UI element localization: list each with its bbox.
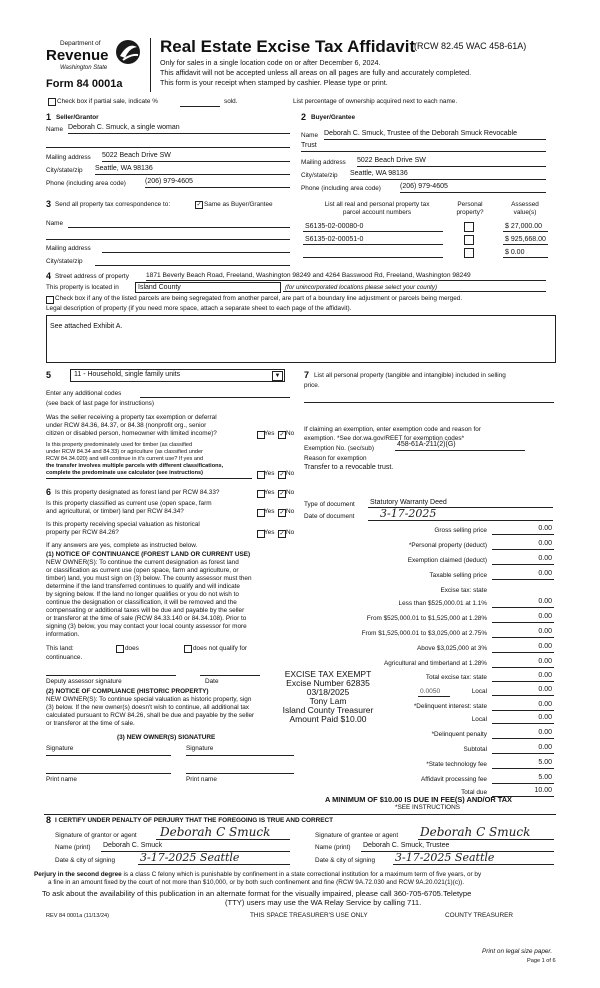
seller-name-field[interactable]: Deborah C. Smuck, a single woman <box>68 124 180 131</box>
parcel-number-field[interactable]: S6135-02-00051-0 <box>305 236 364 243</box>
additional-codes-label: Enter any additional codes <box>46 390 122 397</box>
calc-row-underline <box>492 622 554 623</box>
grantee-sig-label: Signature of grantee or agent <box>315 832 399 839</box>
header-divider <box>150 38 151 92</box>
doc-type-field[interactable]: Statutory Warranty Deed <box>370 499 447 506</box>
personal-property-checkbox[interactable] <box>464 222 474 232</box>
does-label: does <box>125 645 139 652</box>
personal-col-header-l1: Personal <box>457 201 483 208</box>
owner-sig-label-2: Signature <box>186 745 214 752</box>
doc-type-label: Type of document <box>304 501 355 508</box>
continuance-notice-line: information. <box>46 631 80 638</box>
assessed-underline <box>503 231 548 232</box>
calc-row-value[interactable]: 0.00 <box>538 555 552 562</box>
calc-row-value[interactable]: 0.00 <box>538 628 552 635</box>
parcel-col-header-l2: parcel account numbers <box>342 209 412 216</box>
q1-yes-label: Yes <box>264 430 275 437</box>
section-8-number: 8 <box>46 815 52 825</box>
buyer-mailing-underline <box>357 166 546 167</box>
owner-print-label-2: Print name <box>186 776 217 783</box>
buyer-city-field[interactable]: Seattle, WA 98136 <box>350 170 408 177</box>
grantor-date-label: Date & city of signing <box>55 857 116 864</box>
grantor-name-label: Name (print) <box>55 844 91 851</box>
owner-signature-1-field[interactable] <box>46 755 171 756</box>
partial-sale-checkbox[interactable] <box>48 98 56 106</box>
calc-row-label: Agricultural and timberland at 1.28% <box>383 660 487 667</box>
forest-no-checkbox[interactable]: ✓ <box>279 491 285 497</box>
seller-heading: Seller/Grantor <box>56 114 99 121</box>
calc-row-underline <box>492 534 554 535</box>
continuance-label: continuance. <box>46 654 83 661</box>
buyer-name-field-2[interactable]: Trust <box>301 142 317 149</box>
see-instructions: *SEE INSTRUCTIONS <box>395 804 460 811</box>
personal-property-label-l2: price. <box>304 382 320 389</box>
assessed-underline <box>503 257 548 258</box>
county-treasurer-label: COUNTY TREASURER <box>445 912 513 919</box>
this-land-label: This land: <box>46 645 74 652</box>
exemption-reason-label: Reason for exemption <box>304 455 367 462</box>
calc-row-label: Exemption claimed (deduct) <box>407 557 487 564</box>
calc-row-label: *State technology fee <box>426 761 487 768</box>
calc-row-label: Less than $525,000.01 at 1.1% <box>398 600 487 607</box>
historic-q-l2: property per RCW 84.26? <box>46 529 119 536</box>
calc-row-value[interactable]: 0.00 <box>538 672 552 679</box>
certify-heading: I CERTIFY UNDER PENALTY OF PERJURY THAT THE FOREGOING IS TRUE AND CORRECT <box>55 817 334 824</box>
calc-row-label: *Personal property (deduct) <box>408 542 487 549</box>
new-owner-sig-heading: (3) NEW OWNER(S) SIGNATURE <box>117 734 216 741</box>
form-title: Real Estate Excise Tax Affidavit <box>160 37 416 56</box>
timber-q-l4: the transfer involves multiple parcels with different classifications, <box>46 463 224 469</box>
section-5-number: 5 <box>46 370 52 380</box>
historic-q-l1: Is this property receiving special valuation as historical <box>46 521 200 528</box>
exemption-q1-l3: citizen or disabled person, homeowner with limited income)? <box>46 430 217 437</box>
q2-no-label: No <box>286 470 295 477</box>
treasurer-use-label: THIS SPACE TREASURER'S USE ONLY <box>250 912 368 919</box>
additional-codes-field[interactable] <box>140 397 290 398</box>
parcel-underline <box>303 244 443 245</box>
form-number: Form 84 0001a <box>46 78 123 90</box>
calc-row-label: Affidavit processing fee <box>421 776 487 783</box>
historic-no-label: No <box>286 529 295 536</box>
compliance-heading: (2) NOTICE OF COMPLIANCE (HISTORIC PROPERTY) <box>46 688 209 695</box>
exemption-instr-l2: exemption. *See dor.wa.gov/REET for exemption codes* <box>304 435 465 442</box>
located-label: This property is located in <box>46 284 119 291</box>
grantee-name-field[interactable]: Deborah C. Smuck, Trustee <box>363 842 450 849</box>
personal-property-checkbox[interactable] <box>464 248 474 258</box>
grantor-date-field[interactable]: 3-17-2025 Seattle <box>140 851 240 864</box>
buyer-name-label: Name <box>301 132 319 139</box>
assessed-value-field[interactable]: $ 0.00 <box>505 249 525 256</box>
grantor-signature[interactable]: Deborah C Smuck <box>160 825 271 839</box>
calc-row-value[interactable]: 0.00 <box>538 570 552 577</box>
accessibility-line-2: (TTY) users may use the WA Relay Service by calling 711. <box>225 898 422 907</box>
stamp-line-3: 03/18/2025 <box>306 687 350 697</box>
owner-print-1-field[interactable] <box>46 773 171 774</box>
compliance-notice-line: (3) below. If the new owner(s) doesn't wish to continue, all additional tax <box>46 704 249 711</box>
stamp-line-4: Tony Lam <box>309 696 347 706</box>
forest-yes-label: Yes <box>264 489 275 496</box>
personal-col-header-l2: property? <box>456 209 484 216</box>
continuance-heading: (1) NOTICE OF CONTINUANCE (FOREST LAND OR CURRENT USE) <box>46 551 251 558</box>
legal-description-field[interactable] <box>46 315 556 363</box>
exemption-q1-l2: under RCW 84.36, 84.37, or 84.38 (nonprofit org., senior <box>46 422 207 429</box>
accessibility-line-1: To ask about the availability of this publication in an alternate format for the visually impaired, please call 360-705-6705.Teletype <box>42 889 472 898</box>
calc-row-value[interactable]: 0.00 <box>538 701 552 708</box>
seller-phone-field[interactable]: (206) 979-4605 <box>145 178 193 185</box>
section-7-number: 7 <box>304 370 310 380</box>
assessed-value-field[interactable]: $ 925,668.00 <box>505 236 546 243</box>
calc-row-value[interactable]: 0.00 <box>538 525 552 532</box>
calc-row-label: From $1,525,000.01 to $3,025,000 at 2.75% <box>361 630 487 637</box>
q1-no-checkbox[interactable]: ✓ <box>279 432 285 438</box>
continuance-notice-line: or classification as current use (open space, farm and agriculture, or <box>46 567 239 574</box>
partial-percent-field[interactable] <box>180 106 220 107</box>
continuance-notice-line: NEW OWNER(S): To continue the current designation as forest land <box>46 559 239 566</box>
corr-name-field-2[interactable] <box>46 239 290 240</box>
personal-property-checkbox[interactable] <box>464 235 474 245</box>
section-2-number: 2 <box>301 112 307 122</box>
historic-no-checkbox[interactable]: ✓ <box>279 531 285 537</box>
calc-row-label: Total due <box>461 789 487 796</box>
grantee-date-label: Date & city of signing <box>315 857 376 864</box>
street-address-field[interactable]: 1871 Beverly Beach Road, Freeland, Washington 98249 and 4264 Basswood Rd, Freeland, Washington 98249 <box>146 272 471 279</box>
assessed-col-header-l2: value(s) <box>513 209 537 216</box>
seller-city-label: City/state/zip <box>46 167 83 174</box>
if-yes-note: If any answers are yes, complete as instructed below. <box>46 542 198 549</box>
corr-city-field[interactable] <box>95 265 290 266</box>
segregate-checkbox[interactable] <box>46 296 54 304</box>
calc-row-value[interactable]: 0.00 <box>538 686 552 693</box>
calc-row-underline <box>492 667 554 668</box>
section-3-number: 3 <box>46 199 52 209</box>
calc-row-underline <box>492 753 554 754</box>
assessed-col-header-l1: Assessed <box>511 201 539 208</box>
calc-row-underline <box>492 738 554 739</box>
continuance-notice-line: continue the designation or classification, it will be removed and the <box>46 599 237 606</box>
timber-q-l1: Is this property predominately used for timber (as classified <box>46 442 193 448</box>
exemption-instr-l1: If claiming an exemption, enter exemption code and reason for <box>304 426 481 433</box>
buyer-mailing-field[interactable]: 5022 Beach Drive SW <box>357 157 426 164</box>
exemption-no-field[interactable]: 458-61A-211(2)(G) <box>397 441 456 448</box>
page-number: Page 1 of 6 <box>527 958 556 964</box>
partial-sale-label: Check box if partial sale, indicate % <box>57 98 158 105</box>
compliance-notice-line: or transferor at the time of sale. <box>46 720 135 727</box>
assessed-underline <box>503 244 548 245</box>
calc-row-value[interactable]: 0.00 <box>538 729 552 736</box>
grantee-signature[interactable]: Deborah C Smuck <box>420 825 531 839</box>
historic-yes-label: Yes <box>264 529 275 536</box>
local-rate: 0.0050 <box>420 688 441 695</box>
subtitle-3: This form is your receipt when stamped by cashier. Please type or print. <box>160 78 388 87</box>
street-label: Street address of property <box>55 273 129 280</box>
buyer-phone-label: Phone (including area code) <box>301 185 381 192</box>
ownership-note: List percentage of ownership acquired next to each name. <box>293 98 458 105</box>
calc-row-label: Local <box>471 688 487 695</box>
seller-mailing-field[interactable]: 5022 Beach Drive SW <box>102 152 171 159</box>
legal-description-text: See attached Exhibit A. <box>50 323 123 330</box>
exemption-q1-l1: Was the seller receiving a property tax exemption or deferral <box>46 414 217 421</box>
section-6-number: 6 <box>46 487 52 497</box>
calc-row-underline <box>492 723 554 724</box>
corr-city-label: City/state/zip <box>46 258 83 265</box>
calc-row-value[interactable]: 0.00 <box>538 613 552 620</box>
parcel-col-header <box>307 201 447 217</box>
calc-row-value[interactable]: 5.00 <box>538 759 552 766</box>
buyer-city-label: City/state/zip <box>301 172 338 179</box>
calc-row-underline <box>492 681 554 682</box>
current-use-q-l2: and agricultural, or timber) land per RCW 84.34? <box>46 508 184 515</box>
seller-name-underline-2 <box>46 147 290 148</box>
assessed-value-field[interactable]: $ 27,000.00 <box>505 223 542 230</box>
minimum-note: A MINIMUM OF $10.00 IS DUE IN FEE(S) AND/OR TAX <box>325 795 512 804</box>
timber-underline <box>46 478 252 479</box>
continuance-notice-line: or transferor at the time of sale (RCW 84.33.140 or 84.34.108). Prior to <box>46 615 247 622</box>
see-back-label: (see back of last page for instructions) <box>46 400 154 407</box>
continuance-notice-line: determine if the land transferred continues to qualify and will indicate <box>46 583 240 590</box>
same-as-buyer-checkbox[interactable]: ✓ <box>196 202 202 208</box>
section-4-number: 4 <box>46 271 52 281</box>
buyer-heading: Buyer/Grantee <box>311 114 356 121</box>
calc-row-label: Local <box>471 716 487 723</box>
dept-line1: Department of <box>60 40 101 47</box>
calc-row-label: From $525,000.01 to $1,525,000 at 1.28% <box>366 615 487 622</box>
owner-print-2-field[interactable] <box>186 773 294 774</box>
does-qualify-checkbox[interactable] <box>116 645 124 653</box>
personal-property-field[interactable] <box>304 402 554 403</box>
subtitle-2: This affidavit will not be accepted unless all areas on all pages are fully and accurately completed. <box>160 68 472 77</box>
calc-row-underline <box>492 695 554 696</box>
buyer-phone-field[interactable]: (206) 979-4605 <box>400 183 448 190</box>
calc-row-underline <box>492 564 554 565</box>
calc-row-value[interactable]: 0.00 <box>538 658 552 665</box>
partial-sold-label: sold. <box>224 98 238 105</box>
corr-mailing-field[interactable] <box>102 252 290 253</box>
seller-name-underline <box>68 133 290 134</box>
buyer-city-underline <box>350 179 546 180</box>
calc-row-value[interactable]: 0.00 <box>538 643 552 650</box>
print-note: Print on legal size paper. <box>482 948 553 955</box>
calc-row-label: Excise tax: state <box>440 587 487 594</box>
calc-row-value[interactable]: 0.00 <box>538 714 552 721</box>
subtitle-1: Only for sales in a single location code on or after December 6, 2024. <box>160 58 381 67</box>
perjury-line-1 <box>34 871 481 879</box>
seller-mailing-underline <box>102 161 290 162</box>
buyer-name-field[interactable]: Deborah C. Smuck, Trustee of the Deborah Smuck Revocable <box>324 130 517 137</box>
calc-row-label: Above $3,025,000 at 3% <box>417 645 487 652</box>
correspondence-label: Send all property tax correspondence to: <box>55 201 171 208</box>
seller-name-label: Name <box>46 126 64 133</box>
exemption-reason-field[interactable]: Transfer to a revocable trust. <box>304 464 394 471</box>
seller-mailing-label: Mailing address <box>46 154 91 161</box>
dept-line3: Washington State <box>60 65 108 71</box>
calc-row-label: Total excise tax: state <box>425 674 487 681</box>
continuance-notice-line: signing (3) below, you may contact your local county assessor for more <box>46 623 247 630</box>
county-underline <box>283 291 546 292</box>
continuance-notice-line: compensating or additional taxes will be due and payable by the seller <box>46 607 245 614</box>
seller-city-field[interactable]: Seattle, WA 98136 <box>95 165 153 172</box>
assessor-signature-field[interactable] <box>46 675 176 676</box>
owner-sig-label-1: Signature <box>46 745 74 752</box>
doc-date-underline <box>368 520 553 521</box>
calc-row-value[interactable]: 0.00 <box>538 540 552 547</box>
grantee-sig-underline <box>418 839 554 840</box>
calc-row-underline <box>492 579 554 580</box>
grantor-sig-label: Signature of grantor or agent <box>55 832 137 839</box>
grantor-name-field[interactable]: Deborah C. Smuck <box>103 842 163 849</box>
legal-label: Legal description of property (if you need more space, attach a separate sheet to each page of the affidavit). <box>46 305 352 312</box>
timber-q-l2: under RCW 84.34 and 84.33) or agriculture (as classified under <box>46 449 204 455</box>
q2-yes-label: Yes <box>264 470 275 477</box>
use-code-value: 11 - Household, single family units <box>74 371 181 378</box>
revision-label: REV 84 0001a (11/13/24) <box>46 913 110 919</box>
grantee-name-label: Name (print) <box>315 844 351 851</box>
calc-row-label: Gross selling price <box>434 527 487 534</box>
grantee-date-underline <box>393 864 554 865</box>
assessor-sig-label: Deputy assessor signature <box>46 678 122 685</box>
does-not-label: does not qualify for <box>193 645 247 652</box>
compliance-notice-line: calculated pursuant to RCW 84.26, shall be due and payable by the seller <box>46 712 255 719</box>
stamp-line-6: Amount Paid $10.00 <box>289 714 367 724</box>
buyer-name-underline <box>324 139 546 140</box>
continuance-notice-line: timber) land, you must sign on (3) below. The county assessor must then <box>46 575 252 582</box>
perjury-bold: Perjury in the second degree <box>34 871 122 878</box>
parcel-col-header-l1: List all real and personal property tax <box>324 201 430 208</box>
county-select[interactable] <box>135 282 281 293</box>
calc-row-underline <box>492 637 554 638</box>
calc-row-underline <box>492 710 554 711</box>
street-underline <box>146 280 546 281</box>
calc-row-underline <box>492 652 554 653</box>
dept-line2: Revenue <box>46 47 109 64</box>
seller-phone-label: Phone (including area code) <box>46 180 126 187</box>
parcel-number-field[interactable]: S6135-02-00080-0 <box>305 223 364 230</box>
doc-date-field[interactable]: 3-17-2025 <box>380 507 437 520</box>
grantee-date-field[interactable]: 3-17-2025 Seattle <box>395 851 495 864</box>
personal-col-header <box>450 201 490 217</box>
calc-row-underline <box>492 768 554 769</box>
does-not-qualify-checkbox[interactable] <box>184 645 192 653</box>
rcw-reference: (RCW 82.45 WAC 458-61A) <box>414 41 527 51</box>
calc-row-label: Taxable selling price <box>429 572 487 579</box>
current-use-q-l1: Is this property classified as current use (open space, farm <box>46 500 212 507</box>
county-note: (for unincorporated locations please select your county) <box>285 284 438 291</box>
calc-row-label: *Delinquent penalty <box>431 731 487 738</box>
buyer-phone-underline <box>400 192 546 193</box>
calc-row-value[interactable]: 5.00 <box>538 774 552 781</box>
local-rate-underline <box>418 696 450 697</box>
seller-phone-underline <box>145 187 290 188</box>
continuance-notice-line: by signing below. If the land no longer qualifies or you do not wish to <box>46 591 239 598</box>
grantor-date-underline <box>138 864 290 865</box>
stamp-line-2: Excise Number 62835 <box>286 678 370 688</box>
current-use-yes-label: Yes <box>264 508 275 515</box>
seller-city-underline <box>95 174 290 175</box>
chevron-down-icon[interactable]: ▼ <box>272 371 283 381</box>
section-8-rule <box>44 814 556 815</box>
parcel-underline <box>303 257 443 258</box>
calc-row-value[interactable]: 10.00 <box>534 787 552 794</box>
owner-signature-2-field[interactable] <box>186 755 294 756</box>
assessed-col-header <box>500 201 550 217</box>
current-use-no-label: No <box>286 508 295 515</box>
perjury-rest: is a class C felony which is punishable by confinement in a state correctional institution for a maximum term of five years, or by <box>121 871 482 878</box>
stamp-line-5: Island County Treasurer <box>282 705 374 715</box>
stamp-line-1: EXCISE TAX EXEMPT <box>284 669 372 679</box>
calc-row-underline <box>492 549 554 550</box>
calc-row-label: Subtotal <box>463 746 487 753</box>
personal-property-label-l1: List all personal property (tangible and intangible) included in selling <box>314 372 506 379</box>
q1-no-label: No <box>286 430 295 437</box>
calc-row-underline <box>492 607 554 608</box>
dor-emblem-icon <box>113 38 143 66</box>
treasurer-stamp <box>248 670 408 724</box>
calc-row-value[interactable]: 0.00 <box>538 598 552 605</box>
calc-row-value[interactable]: 0.00 <box>538 744 552 751</box>
q2-no-checkbox[interactable]: ✓ <box>279 472 285 478</box>
buyer-name-underline-2 <box>301 151 546 152</box>
section-1-number: 1 <box>46 112 52 122</box>
doc-date-label: Date of document <box>304 513 355 520</box>
compliance-notice-line: NEW OWNER(S): To continue special valuation as historic property, sign <box>46 696 252 703</box>
grantor-sig-underline <box>156 839 290 840</box>
calc-row-underline <box>492 783 554 784</box>
segregate-label: Check box if any of the listed parcels are being segregated from another parcel, are part of a boundary line adjustment or parcels being merged. <box>55 295 463 302</box>
exemption-underline <box>395 450 525 451</box>
forest-q: Is this property designated as forest land per RCW 84.33? <box>55 489 220 496</box>
forest-no-label: No <box>286 489 295 496</box>
owner-print-label-1: Print name <box>46 776 77 783</box>
current-use-no-checkbox[interactable]: ✓ <box>279 510 285 516</box>
calc-row-label: *Delinquent interest: state <box>413 703 487 710</box>
perjury-line-2: a fine in an amount fixed by the court of not more than $10,000, or by both such confinement and fine (RCW 9A.72.030 and RCW 9A.20.021(1)(c)). <box>48 879 464 886</box>
timber-q-l3: RCW 84.34.020) and will continue in it's current use? If yes and <box>46 456 204 462</box>
use-code-select[interactable] <box>70 369 285 382</box>
corr-name-field[interactable] <box>68 227 290 228</box>
same-as-buyer-label: Same as Buyer/Grantee <box>204 201 273 208</box>
exemption-no-label: Exemption No. (sec/sub) <box>304 445 374 452</box>
timber-q-l5: complete the predominate use calculator (see instructions) <box>46 470 203 476</box>
corr-mailing-label: Mailing address <box>46 245 91 252</box>
assessor-date-label: Date <box>205 678 219 685</box>
buyer-mailing-label: Mailing address <box>301 159 346 166</box>
county-value: Island County <box>138 284 181 291</box>
corr-name-label: Name <box>46 220 64 227</box>
parcel-underline <box>303 231 443 232</box>
